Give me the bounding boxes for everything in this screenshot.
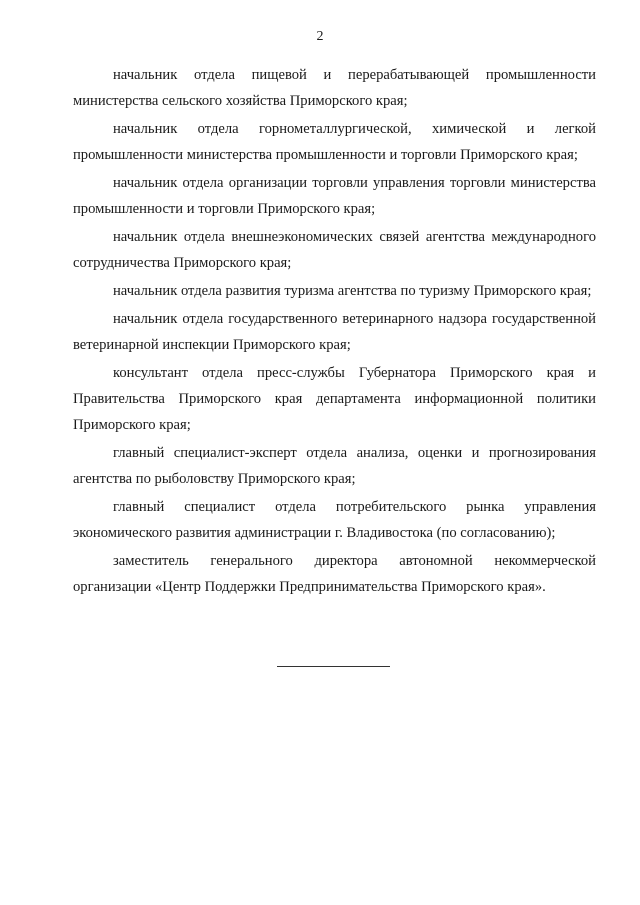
list-item: начальник отдела горнометаллургической, химической и легкой промышленности министерства промышленности и торговли Приморского края; [73,121,596,163]
list-item: начальник отдела развития туризма агентства по туризму Приморского края; [113,283,592,299]
list-item: начальник отдела государственного ветеринарного надзора государственной ветеринарной инспекции Приморского края; [73,311,596,353]
document-body [73,62,596,602]
list-item: консультант отдела пресс-службы Губернатора Приморского края и Правительства Приморского края департамента информационной политики Приморского края; [73,365,596,433]
list-item: начальник отдела организации торговли управления торговли министерства промышленности и торговли Приморского края; [73,175,596,217]
list-item: главный специалист-эксперт отдела анализа, оценки и прогнозирования агентства по рыболовству Приморского края; [73,445,596,487]
list-item: заместитель генерального директора автономной некоммерческой организации «Центр Поддержки Предпринимательства Приморского края». [73,553,596,595]
list-item: начальник отдела внешнеэкономических связей агентства международного сотрудничества Приморского края; [73,229,596,271]
list-item: главный специалист отдела потребительского рынка управления экономического развития администрации г. Владивостока (по согласованию); [73,499,596,541]
list-item: начальник отдела пищевой и перерабатывающей промышленности министерства сельского хозяйства Приморского края; [73,67,596,109]
page-number: 2 [316,29,324,44]
end-divider [277,666,390,667]
